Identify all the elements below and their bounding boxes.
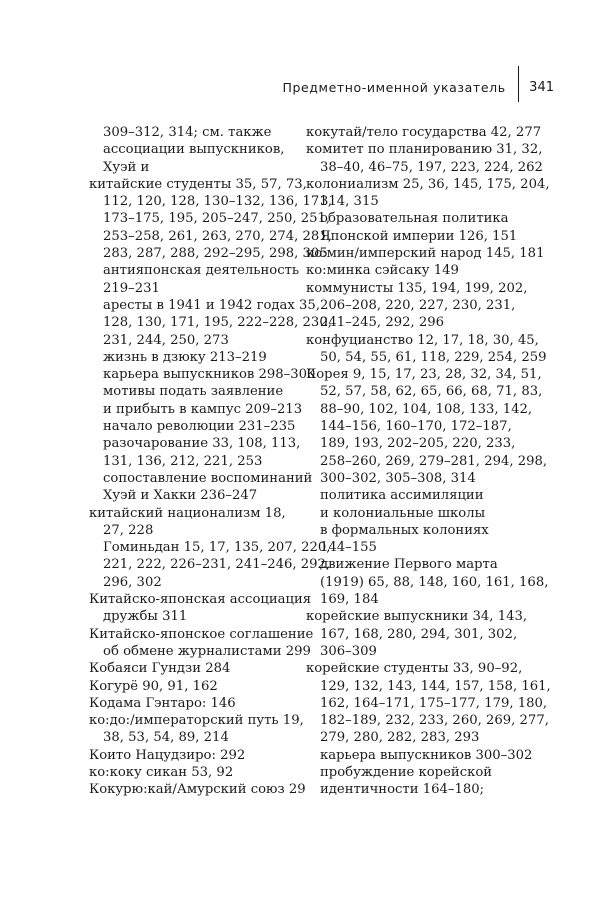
- index-line: китайские студенты 35, 57, 73,: [89, 176, 307, 192]
- index-line: 182–189, 232, 233, 260, 269, 277,: [320, 713, 549, 729]
- index-line: Когурё 90, 91, 162: [89, 678, 218, 694]
- index-line: корейские выпускники 34, 143,: [306, 609, 528, 625]
- index-line: конфуцианство 12, 17, 18, 30, 45,: [306, 332, 539, 348]
- index-line: 162, 164–171, 175–177, 179, 180,: [320, 695, 548, 711]
- index-line: 258–260, 269, 279–281, 294, 298,: [320, 453, 548, 469]
- index-line: Корея 9, 15, 17, 23, 28, 32, 34, 51,: [306, 367, 542, 383]
- header-title: Предметно-именной указатель: [282, 79, 506, 95]
- index-line: ко:до:/императорский путь 19,: [89, 713, 304, 729]
- index-line: Които Нацудзиро: 292: [89, 747, 246, 763]
- index-line: Кобаяси Гундзи 284: [89, 661, 231, 677]
- index-line: начало революции 231–235: [103, 419, 296, 435]
- index-line: 309–312, 314; см. также: [103, 125, 272, 140]
- index-line: мотивы подать заявление: [103, 384, 284, 400]
- running-header: [282, 77, 554, 97]
- index-line: политика ассимиляции: [320, 488, 484, 504]
- index-line: сопоставление воспоминаний: [103, 470, 313, 486]
- index-line: 296, 302: [103, 574, 162, 590]
- index-line: об обмене журналистами 299: [103, 643, 311, 659]
- index-line: (1919) 65, 88, 148, 160, 161, 168,: [320, 574, 549, 590]
- index-line: 283, 287, 288, 292–295, 298, 305: [103, 246, 328, 262]
- index-line: дружбы 311: [103, 609, 188, 625]
- index-line: колониализм 25, 36, 145, 175, 204,: [306, 176, 550, 192]
- index-line: 50, 54, 55, 61, 118, 229, 254, 259: [320, 349, 547, 365]
- index-line: 131, 136, 212, 221, 253: [103, 453, 263, 469]
- index-line: образовательная политика: [320, 211, 509, 227]
- index-line: 128, 130, 171, 195, 222–228, 230,: [103, 315, 332, 331]
- index-line: в формальных колониях: [320, 522, 489, 538]
- index-column-right: [306, 124, 551, 799]
- index-line: ко:минка сэйсаку 149: [306, 263, 459, 279]
- index-line: и колониальные школы: [320, 505, 486, 521]
- index-line: и прибыть в кампус 209–213: [103, 401, 303, 417]
- index-line: ассоциации выпускников,: [103, 142, 285, 158]
- index-line: разочарование 33, 108, 113,: [103, 436, 301, 452]
- index-line: антияпонская деятельность: [103, 263, 300, 279]
- index-line: аресты в 1941 и 1942 годах 35,: [103, 297, 321, 313]
- index-line: Китайско-японское соглашение: [89, 626, 314, 642]
- index-line: 112, 120, 128, 130–132, 136, 171,: [103, 194, 332, 210]
- index-line: пробуждение корейской: [320, 764, 493, 780]
- index-line: идентичности 164–180;: [320, 782, 485, 798]
- index-line: Хуэй и Хакки 236–247: [103, 488, 258, 504]
- index-line: 129, 132, 143, 144, 157, 158, 161,: [320, 678, 551, 694]
- index-line: китайский национализм 18,: [89, 505, 286, 521]
- index-line: 88–90, 102, 104, 108, 133, 142,: [320, 401, 533, 417]
- index-line: ко:коку сикан 53, 92: [89, 764, 234, 780]
- page-number: 341: [529, 79, 554, 95]
- index-line: 38, 53, 54, 89, 214: [103, 730, 229, 746]
- index-line: корейские студенты 33, 90–92,: [306, 661, 523, 677]
- index-line: 167, 168, 280, 294, 301, 302,: [320, 626, 518, 642]
- index-line: 231, 244, 250, 273: [103, 332, 229, 348]
- index-line: 169, 184: [320, 592, 379, 608]
- index-line: 279, 280, 282, 283, 293: [320, 730, 480, 746]
- index-line: 189, 193, 202–205, 220, 233,: [320, 436, 516, 452]
- index-line: коммунисты 135, 194, 199, 202,: [306, 280, 528, 296]
- index-line: комитет по планированию 31, 32,: [306, 142, 543, 158]
- index-line: карьера выпускников 298–300: [103, 367, 316, 383]
- index-line: Кодама Гэнтаро: 146: [89, 695, 236, 711]
- index-line: Гоминьдан 15, 17, 135, 207, 220,: [103, 540, 331, 556]
- index-line: 144–155: [320, 540, 377, 556]
- index-line: движение Первого марта: [320, 557, 498, 573]
- index-line: 38–40, 46–75, 197, 223, 224, 262: [320, 159, 543, 175]
- index-column-left: [89, 124, 332, 799]
- index-line: жизнь в дзюку 213–219: [103, 349, 267, 365]
- index-line: Кокурю:кай/Амурский союз 29: [89, 782, 306, 798]
- index-line: 206–208, 220, 227, 230, 231,: [320, 297, 516, 313]
- index-line: 300–302, 305–308, 314: [320, 470, 476, 486]
- index-line: 221, 222, 226–231, 241–246, 292,: [103, 557, 331, 573]
- index-line: 241–245, 292, 296: [320, 315, 445, 331]
- index-line: 306–309: [320, 643, 377, 659]
- index-line: 253–258, 261, 263, 270, 274, 281,: [103, 228, 332, 244]
- index-line: 219–231: [103, 280, 160, 296]
- index-line: Китайско-японская ассоциация: [89, 592, 312, 608]
- index-line: 314, 315: [320, 194, 379, 210]
- index-line: Хуэй и: [103, 159, 150, 175]
- index-line: Японской империи 126, 151: [320, 228, 518, 244]
- index-line: 173–175, 195, 205–247, 250, 251,: [103, 211, 331, 227]
- index-line: карьера выпускников 300–302: [320, 747, 533, 763]
- index-line: 27, 228: [103, 522, 154, 538]
- index-line: кокутай/тело государства 42, 277: [306, 125, 542, 140]
- header-separator: [518, 66, 520, 102]
- index-line: ко:мин/имперский народ 145, 181: [306, 246, 545, 262]
- index-line: 144–156, 160–170, 172–187,: [320, 419, 512, 435]
- index-line: 52, 57, 58, 62, 65, 66, 68, 71, 83,: [320, 384, 543, 400]
